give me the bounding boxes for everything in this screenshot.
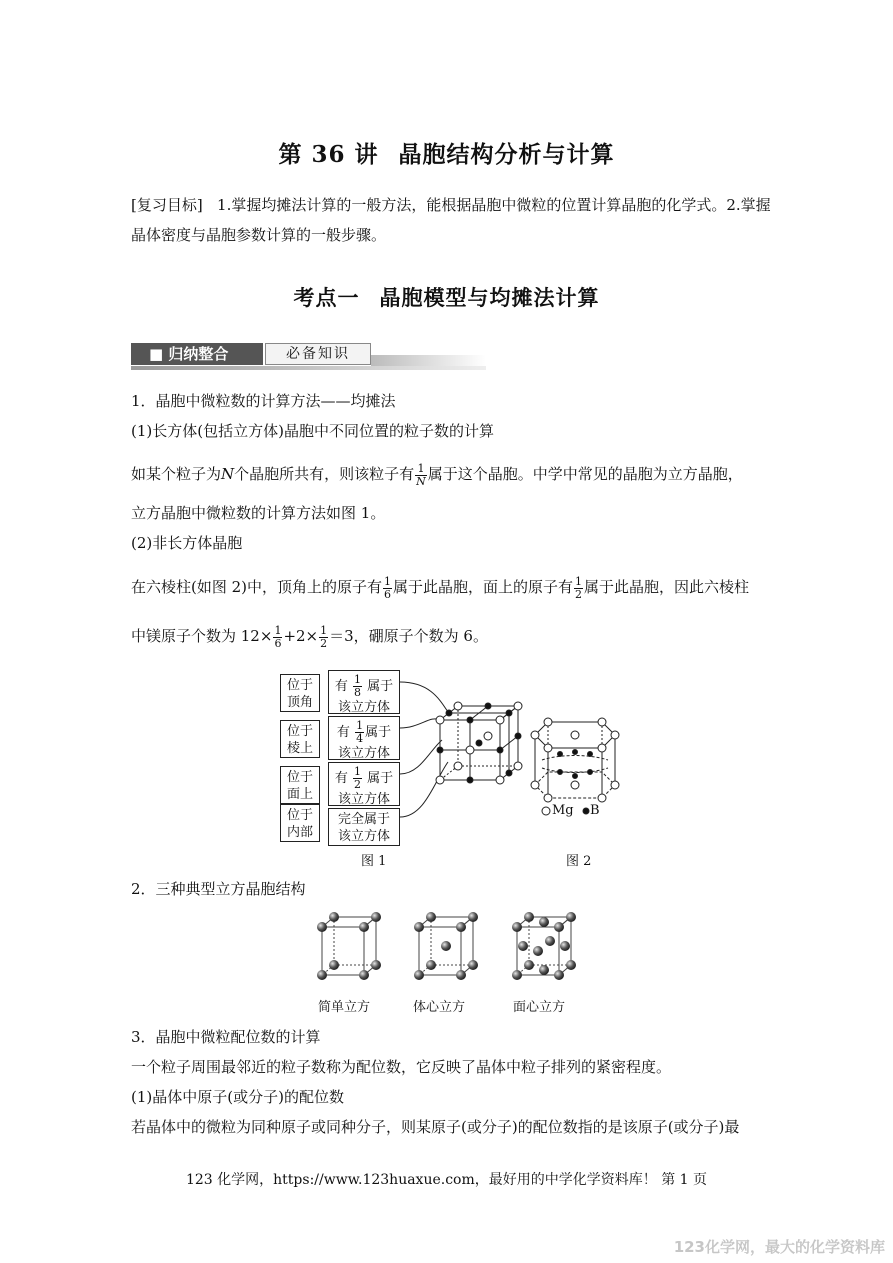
label-face: 位于 面上 bbox=[280, 766, 320, 804]
banner-knowledge: 必备知识 bbox=[265, 343, 371, 365]
p2-text-a: 如某个粒子为 bbox=[131, 465, 222, 483]
label-interior: 位于 内部 bbox=[280, 804, 320, 842]
item3-text1: 一个粒子周围最邻近的粒子数称为配位数，它反映了晶体中粒子排列的紧密程度。 bbox=[131, 1058, 672, 1076]
label-edge: 位于 棱上 bbox=[280, 720, 320, 758]
figure-2-caption: 图 2 bbox=[566, 854, 592, 869]
section-banner bbox=[131, 341, 486, 371]
goals-text: 1.掌握均摊法计算的一般方法，能根据晶胞中微粒的位置计算晶胞的化学式。2.掌握晶体密度与晶胞参数计算的一般步骤。 bbox=[131, 196, 771, 244]
p4-text-e: +2× bbox=[283, 627, 319, 645]
lecture-name: 晶胞结构分析与计算 bbox=[398, 141, 615, 168]
fraction-1-2-b: $\frac{1}{2}$ bbox=[320, 623, 328, 650]
legend-mg: Mg bbox=[552, 803, 574, 818]
hex-atoms bbox=[531, 718, 619, 815]
fraction-1-2: $\frac{1}{2}$ bbox=[575, 574, 583, 601]
item3-sub1: (1)晶体中原子(或分子)的配位数 bbox=[131, 1088, 344, 1106]
label-vertex: 位于 顶角 bbox=[280, 674, 320, 712]
fraction-1-6-b: $\frac{1}{6}$ bbox=[274, 623, 282, 650]
section-name: 晶胞模型与均摊法计算 bbox=[379, 285, 600, 310]
paragraph-hexagonal-prism bbox=[131, 568, 771, 606]
section-index: 考点一 bbox=[293, 285, 360, 310]
simple-cubic-cell bbox=[317, 912, 381, 980]
three-cubic-cells bbox=[300, 905, 600, 1000]
paragraph-mg-count bbox=[131, 616, 771, 656]
p4-text-a: 在六棱柱(如图 2)中，顶角上的原子有 bbox=[131, 578, 383, 596]
face-centered-cell bbox=[512, 912, 576, 980]
fraction-1-over-n: $\frac{1}{N}$ bbox=[416, 461, 426, 488]
legend-b: B bbox=[590, 803, 600, 818]
banner-underline bbox=[131, 366, 486, 370]
p2-n: N bbox=[221, 465, 235, 483]
fraction-1-6: $\frac{1}{6}$ bbox=[384, 574, 392, 601]
goals-label: [复习目标] bbox=[131, 196, 203, 214]
cell-label-face: 面心立方 bbox=[513, 1000, 566, 1015]
page-title bbox=[0, 136, 893, 169]
item3-text2: 若晶体中的微粒为同种原子或同种分子，则某原子(或分子)的配位数指的是该原子(或分子)最 bbox=[131, 1118, 740, 1136]
p4-text-d: 中镁原子个数为 12× bbox=[131, 627, 273, 645]
lecture-number: 第 36 讲 bbox=[278, 141, 379, 168]
cell-label-body: 体心立方 bbox=[413, 1000, 466, 1015]
banner-summary: ■ 归纳整合 bbox=[131, 343, 263, 365]
legend-mg-icon bbox=[542, 807, 550, 815]
legend-b-icon bbox=[583, 808, 589, 814]
label-edge-share: 有 $\frac{1}{4}$ 属于 该立方体 bbox=[328, 716, 400, 760]
p2-line2: 立方晶胞中微粒数的计算方法如图 1。 bbox=[131, 504, 386, 522]
item2-heading: 2．三种典型立方晶胞结构 bbox=[131, 880, 306, 898]
review-goals bbox=[131, 190, 771, 250]
p2-text-b: 个晶胞所共有，则该粒子有 bbox=[234, 465, 415, 483]
figure-1-2-drawing bbox=[280, 660, 640, 870]
figure-1-caption: 图 1 bbox=[361, 854, 387, 869]
body-centered-cell bbox=[414, 912, 478, 980]
label-vertex-share: 有 $\frac{1}{8}$ 属于 该立方体 bbox=[328, 670, 400, 714]
p4-text-c: 属于此晶胞，因此六棱柱 bbox=[584, 578, 750, 596]
paragraph-shared-particle bbox=[131, 456, 771, 492]
section-heading bbox=[0, 282, 893, 312]
item1-sub2: (2)非长方体晶胞 bbox=[131, 534, 243, 552]
label-interior-share: 完全属于 该立方体 bbox=[328, 808, 400, 846]
site-watermark: 123化学网，最大的化学资料库 bbox=[673, 1238, 885, 1256]
item1-sub1: (1)长方体(包括立方体)晶胞中不同位置的粒子数的计算 bbox=[131, 422, 494, 440]
cell-label-simple: 简单立方 bbox=[318, 1000, 371, 1015]
item3-heading: 3．晶胞中微粒配位数的计算 bbox=[131, 1028, 321, 1046]
label-face-share: 有 $\frac{1}{2}$ 属于 该立方体 bbox=[328, 762, 400, 806]
p4-text-b: 属于此晶胞，面上的原子有 bbox=[393, 578, 574, 596]
p2-text-c: 属于这个晶胞。中学中常见的晶胞为立方晶胞， bbox=[427, 465, 743, 483]
page-footer: 123 化学网，https://www.123huaxue.com，最好用的中学化学资料库！ 第 1 页 bbox=[185, 1172, 708, 1188]
item1-heading: 1．晶胞中微粒数的计算方法——均摊法 bbox=[131, 392, 396, 410]
p4-text-f: ＝3，硼原子个数为 6。 bbox=[329, 627, 488, 645]
